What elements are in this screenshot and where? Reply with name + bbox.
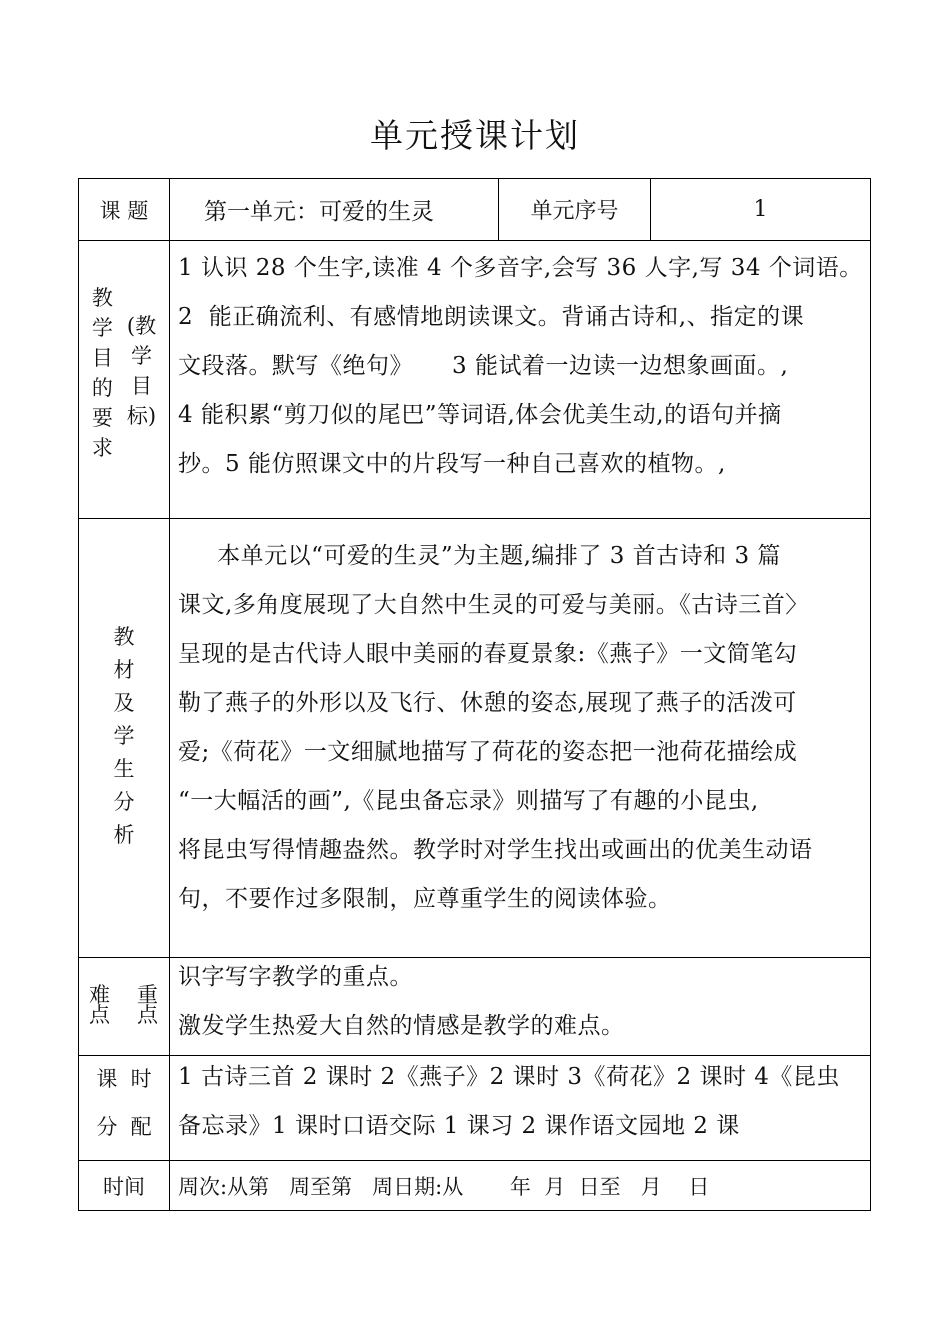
topic-row: [79, 179, 871, 241]
objectives-label-char: 要: [91, 406, 113, 430]
unit-seq-value: 1: [651, 179, 871, 241]
key-points-label-char: 难: [89, 983, 110, 1007]
analysis-label-char: 材: [113, 658, 135, 682]
analysis-label-char: 学: [113, 724, 135, 748]
analysis-line: “一大幅活的画”,《昆虫备忘录》则描写了有趣的小昆虫,: [178, 788, 759, 814]
time-label: 时间: [79, 1161, 170, 1211]
objectives-row: [79, 241, 871, 519]
analysis-label-char: 分: [113, 790, 135, 814]
schedule-line: 1 古诗三首 2 课时 2《燕子》2 课时 3《荷花》2 课时 4《昆虫: [178, 1064, 840, 1090]
analysis-label-char: 析: [113, 823, 135, 847]
objectives-label-main: [92, 283, 113, 463]
key-points-line: 识字写字教学的重点。: [178, 964, 413, 990]
analysis-label-char: 生: [113, 757, 135, 781]
objectives-label-char: 教: [91, 286, 113, 310]
objectives-content: [170, 241, 871, 519]
objectives-line: 4 能积累“剪刀似的尾巴”等词语,体会优美生动,的语句并摘: [178, 402, 782, 428]
page-title: 单元授课计划: [370, 116, 580, 155]
time-value: 周次:从第 周至第 周日期:从 年 月 日至 月 日: [170, 1161, 871, 1211]
time-row: [79, 1161, 871, 1211]
analysis-label-char: 及: [113, 691, 135, 715]
unit-seq-label: 单元序号: [499, 179, 651, 241]
schedule-label-line: 课 时: [96, 1067, 152, 1091]
objectives-label-sub: [127, 311, 156, 463]
objectives-label-char: 学: [91, 316, 113, 340]
objectives-sublabel-char: 目: [130, 374, 152, 398]
analysis-line: 将昆虫写得情趣盎然。教学时对学生找出或画出的优美生动语: [178, 837, 813, 863]
key-points-label-char: 重: [137, 983, 158, 1007]
analysis-line: 课文,多角度展现了大自然中生灵的可爱与美丽。《古诗三首〉: [178, 592, 809, 618]
objectives-sublabel-char: (教: [126, 314, 157, 338]
objectives-line: 抄。5 能仿照课文中的片段写一种自己喜欢的植物。,: [178, 451, 726, 477]
unit-plan-table: [78, 178, 871, 1211]
analysis-line: 呈现的是古代诗人眼中美丽的春夏景象:《燕子》一文简笔勾: [178, 641, 798, 667]
schedule-label-line: 分 配: [96, 1115, 152, 1139]
key-points-label-char: 点: [137, 1003, 158, 1027]
objectives-label-char: 求: [91, 436, 113, 460]
key-points-label-char: 点: [89, 1003, 110, 1027]
schedule-line: 备忘录》1 课时口语交际 1 课习 2 课作语文园地 2 课: [178, 1113, 740, 1139]
objectives-line: 1 认识 28 个生字,读准 4 个多音字,会写 36 人字,写 34 个词语。: [178, 255, 863, 281]
schedule-label: [79, 1056, 170, 1161]
analysis-line: 句，不要作过多限制，应尊重学生的阅读体验。: [178, 886, 672, 912]
schedule-content: [170, 1056, 871, 1161]
objectives-sublabel-char: 标): [126, 404, 157, 428]
key-points-line: 激发学生热爱大自然的情感是教学的难点。: [178, 1013, 625, 1039]
key-points-label: [79, 958, 170, 1056]
analysis-line: 本单元以“可爱的生灵”为主题,编排了 3 首古诗和 3 篇: [178, 543, 781, 569]
objectives-label-char: 的: [91, 376, 113, 400]
objectives-label-char: 目: [91, 346, 113, 370]
analysis-content: [170, 519, 871, 958]
analysis-row: [79, 519, 871, 958]
objectives-sublabel-char: 学: [130, 344, 152, 368]
analysis-line: 爱;《荷花》一文细腻地描写了荷花的姿态把一池荷花描绘成: [178, 739, 798, 765]
key-points-content: [170, 958, 871, 1056]
analysis-line: 勒了燕子的外形以及飞行、休憩的姿态,展现了燕子的活泼可: [178, 690, 797, 716]
key-points-row: [79, 958, 871, 1056]
analysis-label: [79, 519, 170, 958]
objectives-line: 2 能正确流利、有感情地朗读课文。背诵古诗和,、指定的课: [178, 304, 805, 330]
topic-value: 第一单元：可爱的生灵: [170, 179, 499, 241]
schedule-row: [79, 1056, 871, 1161]
objectives-line: 文段落。默写《绝句》 3 能试着一边读一边想象画面。,: [178, 353, 789, 379]
analysis-label-char: 教: [113, 625, 135, 649]
objectives-label: [79, 241, 170, 519]
topic-label: 课 题: [79, 179, 170, 241]
